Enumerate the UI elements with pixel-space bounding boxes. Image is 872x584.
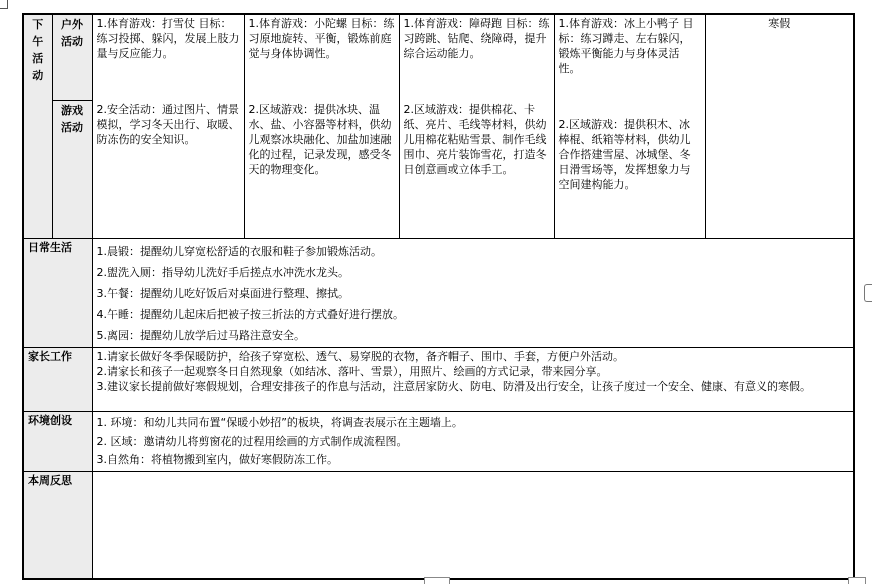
daily-life-header: [23, 238, 92, 347]
environment-row: [23, 411, 854, 471]
page-corner-mark: [0, 0, 8, 9]
game-header-text: 游戏活动: [61, 103, 83, 134]
side-scroll-handle[interactable]: [864, 284, 872, 302]
day-4-outdoor-text: 1.体育游戏：冰上小鸭子 目标：练习蹲走、左右躲闪，锻炼平衡能力与身体灵活性。: [558, 17, 694, 75]
parent-work-row: [23, 347, 854, 411]
parent-work-header-text: 家长工作: [28, 349, 72, 363]
environment-item: 3.自然角：将植物搬到室内，做好寒假防冻工作。: [96, 452, 338, 466]
afternoon-header-text: 下午活动: [32, 18, 44, 82]
reflection-header: [23, 471, 92, 579]
day-5-holiday-cell: [705, 14, 854, 238]
day-2-area-text: 2.区域游戏：提供冰块、温水、盐、小容器等材料，供幼儿观察冰块融化、加盐加速融化的过程，记录发现，感受冬天的物理变化。: [248, 103, 392, 176]
parent-work-content: [92, 347, 854, 411]
day-3-area-text: 2.区域游戏：提供棉花、卡纸、亮片、毛线等材料，供幼儿用棉花粘贴雪景、制作毛线围巾、亮片装饰雪花，打造冬日创意画或立体手工。: [403, 103, 547, 176]
daily-life-content: [92, 238, 854, 347]
day-3-outdoor-text: 1.体育游戏：障碍跑 目标：练习跨跳、钻爬、绕障碍，提升综合运动能力。: [403, 17, 550, 60]
day-1-afternoon-cell: [92, 14, 244, 238]
parent-work-item: 2.请家长和孩子一起观察冬日自然现象（如结冰、落叶、雪景），用照片、绘画的方式记录，带来园分享。: [96, 364, 608, 378]
reflection-content[interactable]: [92, 471, 854, 579]
reflection-header-text: 本周反思: [28, 473, 72, 487]
day-4-area-text: 2.区域游戏：提供积木、冰棒棍、纸箱等材料，供幼儿合作搭建雪屋、冰城堡、冬日滑雪场等，发挥想象力与空间建构能力。: [558, 118, 691, 191]
environment-item: 1. 环境：和幼儿共同布置“保暖小妙招”的板块，将调查表展示在主题墙上。: [96, 415, 463, 429]
day-4-afternoon-cell: [554, 14, 705, 238]
afternoon-outdoor-row: [23, 14, 854, 100]
environment-item: 2. 区域：邀请幼儿将剪窗花的过程用绘画的方式制作成流程图。: [96, 434, 408, 448]
parent-work-item: 1.请家长做好冬季保暖防护，给孩子穿宽松、透气、易穿脱的衣物，备齐帽子、围巾、手套，方便户外活动。: [96, 349, 624, 363]
daily-life-item: 1.晨锻：提醒幼儿穿宽松舒适的衣服和鞋子参加锻炼活动。: [96, 244, 382, 258]
parent-work-item: 3.建议家长提前做好寒假规划，合理安排孩子的作息与活动，注意居家防火、防电、防滑及出行安全，让孩子度过一个安全、健康、有意义的寒假。: [96, 379, 811, 393]
daily-life-header-text: 日常生活: [28, 240, 72, 254]
parent-work-header: [23, 347, 92, 411]
environment-header-text: 环境创设: [28, 413, 72, 427]
reflection-row: [23, 471, 854, 579]
daily-life-row: [23, 238, 854, 347]
environment-content: [92, 411, 854, 471]
day-1-area-text: 2.安全活动：通过图片、情景模拟，学习冬天出行、取暖、防冻伤的安全知识。: [96, 103, 240, 146]
daily-life-item: 2.盥洗入厕：指导幼儿洗好手后搓点水冲洗水龙头。: [96, 265, 349, 279]
weekly-plan-table: [22, 13, 855, 580]
outdoor-header: [52, 14, 92, 100]
daily-life-item: 3.午餐：提醒幼儿吃好饭后对桌面进行整理、擦拭。: [96, 286, 349, 300]
day-2-afternoon-cell: [244, 14, 399, 238]
game-header: [52, 100, 92, 238]
day-3-afternoon-cell: [399, 14, 554, 238]
day-1-outdoor-text: 1.体育游戏：打雪仗 目标：练习投掷、躲闪，发展上肢力量与反应能力。: [96, 17, 240, 60]
daily-life-item: 4.午睡：提醒幼儿起床后把被子按三折法的方式叠好进行摆放。: [96, 307, 404, 321]
daily-life-item: 5.离园：提醒幼儿放学后过马路注意安全。: [96, 328, 305, 342]
afternoon-header: [23, 14, 52, 238]
day-2-outdoor-text: 1.体育游戏：小陀螺 目标：练习原地旋转、平衡，锻炼前庭觉与身体协调性。: [248, 17, 395, 60]
environment-header: [23, 411, 92, 471]
outdoor-header-text: 户外活动: [61, 18, 83, 48]
holiday-text: 寒假: [768, 17, 791, 30]
